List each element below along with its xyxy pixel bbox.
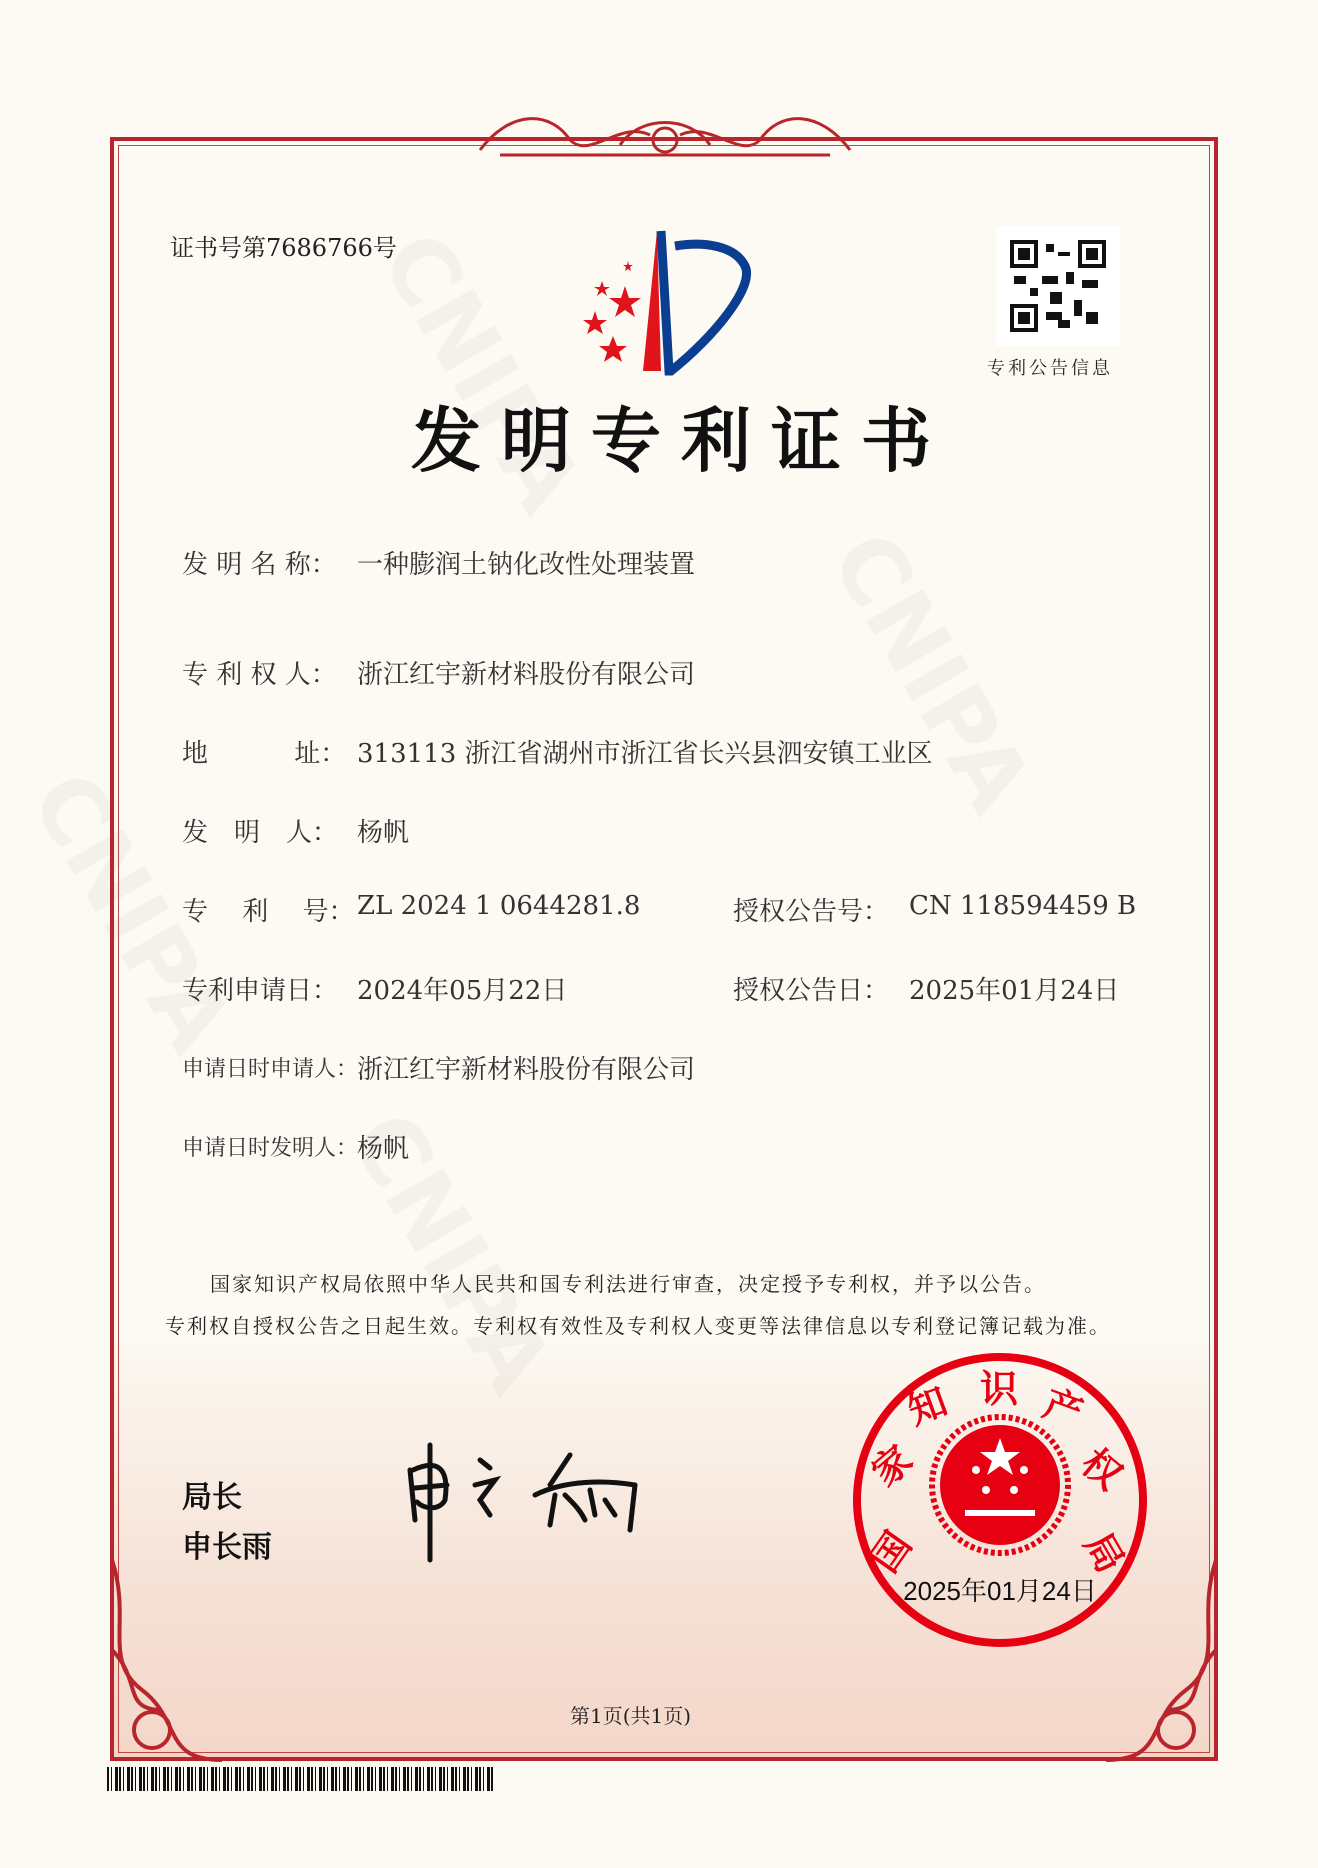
top-ornament-icon xyxy=(470,100,860,170)
application-date: 2024年05月22日 xyxy=(357,976,568,1006)
svg-text:知: 知 xyxy=(902,1379,953,1434)
field-label: 发 明 人： xyxy=(182,818,339,848)
director-name: 申长雨 xyxy=(182,1530,272,1565)
field-label: 发 明 名 称： xyxy=(182,550,337,580)
notice-line: 国家知识产权局依照中华人民共和国专利法进行审查，决定授予专利权，并予以公告。 xyxy=(210,1272,1046,1296)
seal-date: 2025年01月24日 xyxy=(903,1576,1097,1606)
official-seal-icon xyxy=(850,1350,1150,1650)
field-label: 地 址： xyxy=(182,739,347,769)
cnipa-logo-icon xyxy=(565,226,765,376)
signature-icon xyxy=(405,1440,685,1565)
field-label: 专 利 号： xyxy=(182,897,355,927)
svg-text:家: 家 xyxy=(863,1436,921,1495)
field-label: 申请日时申请人： xyxy=(182,1057,359,1082)
corner-ornament-icon xyxy=(102,1560,242,1770)
svg-text:国: 国 xyxy=(862,1523,920,1581)
page-title: 发明专利证书 xyxy=(411,400,951,482)
applicant-at-filing: 浙江红宇新材料股份有限公司 xyxy=(357,1055,696,1085)
qr-label: 专利公告信息 xyxy=(987,358,1113,379)
field-label: 申请日时发明人： xyxy=(182,1136,359,1161)
field-label: 授权公告日： xyxy=(733,976,890,1006)
address: 313113 浙江省湖州市浙江省长兴县泗安镇工业区 xyxy=(357,739,933,769)
certificate-number: 证书号第7686766号 xyxy=(170,234,397,262)
field-label: 专 利 权 人： xyxy=(182,660,337,690)
patent-number: ZL 2024 1 0644281.8 xyxy=(357,891,641,921)
inventor: 杨帆 xyxy=(357,818,410,848)
barcode xyxy=(107,1767,495,1791)
inventor-at-filing: 杨帆 xyxy=(357,1134,410,1164)
patentee: 浙江红宇新材料股份有限公司 xyxy=(357,660,696,690)
svg-text:产: 产 xyxy=(1037,1381,1089,1436)
grant-publication-date: 2025年01月24日 xyxy=(909,976,1120,1006)
field-label: 专利申请日： xyxy=(182,976,339,1006)
svg-text:识: 识 xyxy=(980,1367,1019,1411)
invention-name: 一种膨润土钠化改性处理装置 xyxy=(357,550,696,580)
svg-text:权: 权 xyxy=(1073,1440,1131,1499)
qr-code[interactable] xyxy=(996,226,1120,346)
notice-line: 专利权自授权公告之日起生效。专利权有效性及专利权人变更等法律信息以专利登记簿记载为准。 xyxy=(165,1314,1111,1338)
qr-code-icon xyxy=(1010,240,1106,332)
page-footer: 第1页(共1页) xyxy=(570,1704,692,1728)
grant-publication-number: CN 118594459 B xyxy=(909,891,1137,921)
svg-text:局: 局 xyxy=(1075,1525,1133,1581)
field-label: 授权公告号： xyxy=(733,897,890,927)
director-title: 局长 xyxy=(182,1480,242,1515)
